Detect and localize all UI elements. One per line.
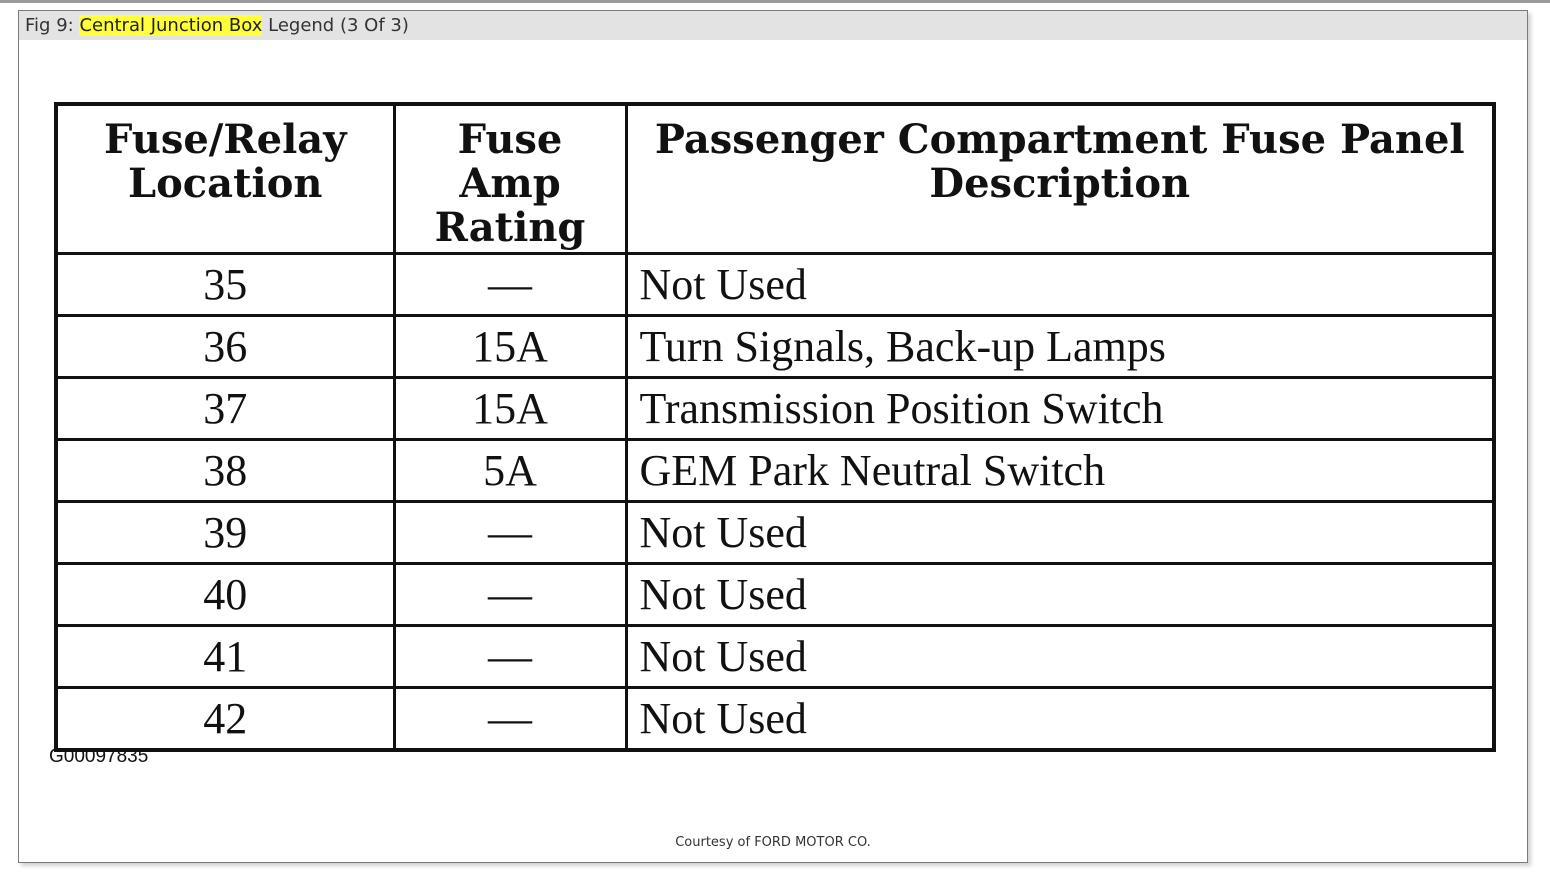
cell-description: Not Used bbox=[626, 688, 1494, 751]
table-row bbox=[56, 688, 1494, 751]
cell-description: Not Used bbox=[626, 254, 1494, 316]
header-description: Passenger Compartment Fuse Panel Description bbox=[626, 104, 1494, 254]
cell-rating: — bbox=[394, 626, 626, 688]
courtesy-note: Courtesy of FORD MOTOR CO. bbox=[675, 835, 871, 850]
cell-description: Not Used bbox=[626, 502, 1494, 564]
table-row bbox=[56, 564, 1494, 626]
cell-description: GEM Park Neutral Switch bbox=[626, 440, 1494, 502]
table-row bbox=[56, 502, 1494, 564]
cell-rating: 15A bbox=[394, 378, 626, 440]
cell-rating: — bbox=[394, 688, 626, 751]
figure-caption bbox=[19, 11, 1527, 40]
cell-description: Turn Signals, Back-up Lamps bbox=[626, 316, 1494, 378]
cell-location: 37 bbox=[56, 378, 394, 440]
cell-rating: — bbox=[394, 564, 626, 626]
header-location: Fuse/Relay Location bbox=[56, 104, 394, 254]
table-row bbox=[56, 378, 1494, 440]
cell-description: Not Used bbox=[626, 626, 1494, 688]
cell-location: 38 bbox=[56, 440, 394, 502]
table-row bbox=[56, 316, 1494, 378]
cell-location: 36 bbox=[56, 316, 394, 378]
cell-rating: — bbox=[394, 502, 626, 564]
cell-location: 40 bbox=[56, 564, 394, 626]
caption-suffix: Legend (3 Of 3) bbox=[262, 15, 409, 36]
cell-location: 39 bbox=[56, 502, 394, 564]
figure-id: G00097835 bbox=[49, 746, 149, 767]
header-amp-rating: Fuse Amp Rating bbox=[394, 104, 626, 254]
table-row bbox=[56, 626, 1494, 688]
cell-rating: 5A bbox=[394, 440, 626, 502]
cell-description: Not Used bbox=[626, 564, 1494, 626]
table-header-row bbox=[56, 104, 1494, 254]
cell-rating: — bbox=[394, 254, 626, 316]
cell-location: 42 bbox=[56, 688, 394, 751]
cell-description: Transmission Position Switch bbox=[626, 378, 1494, 440]
window-top-border bbox=[0, 0, 1550, 3]
caption-highlight: Central Junction Box bbox=[79, 15, 263, 36]
figure-frame bbox=[18, 10, 1528, 863]
cell-location: 41 bbox=[56, 626, 394, 688]
table-row bbox=[56, 254, 1494, 316]
table-row bbox=[56, 440, 1494, 502]
caption-prefix: Fig 9: bbox=[25, 15, 80, 36]
fuse-legend-table bbox=[54, 102, 1496, 752]
cell-rating: 15A bbox=[394, 316, 626, 378]
cell-location: 35 bbox=[56, 254, 394, 316]
